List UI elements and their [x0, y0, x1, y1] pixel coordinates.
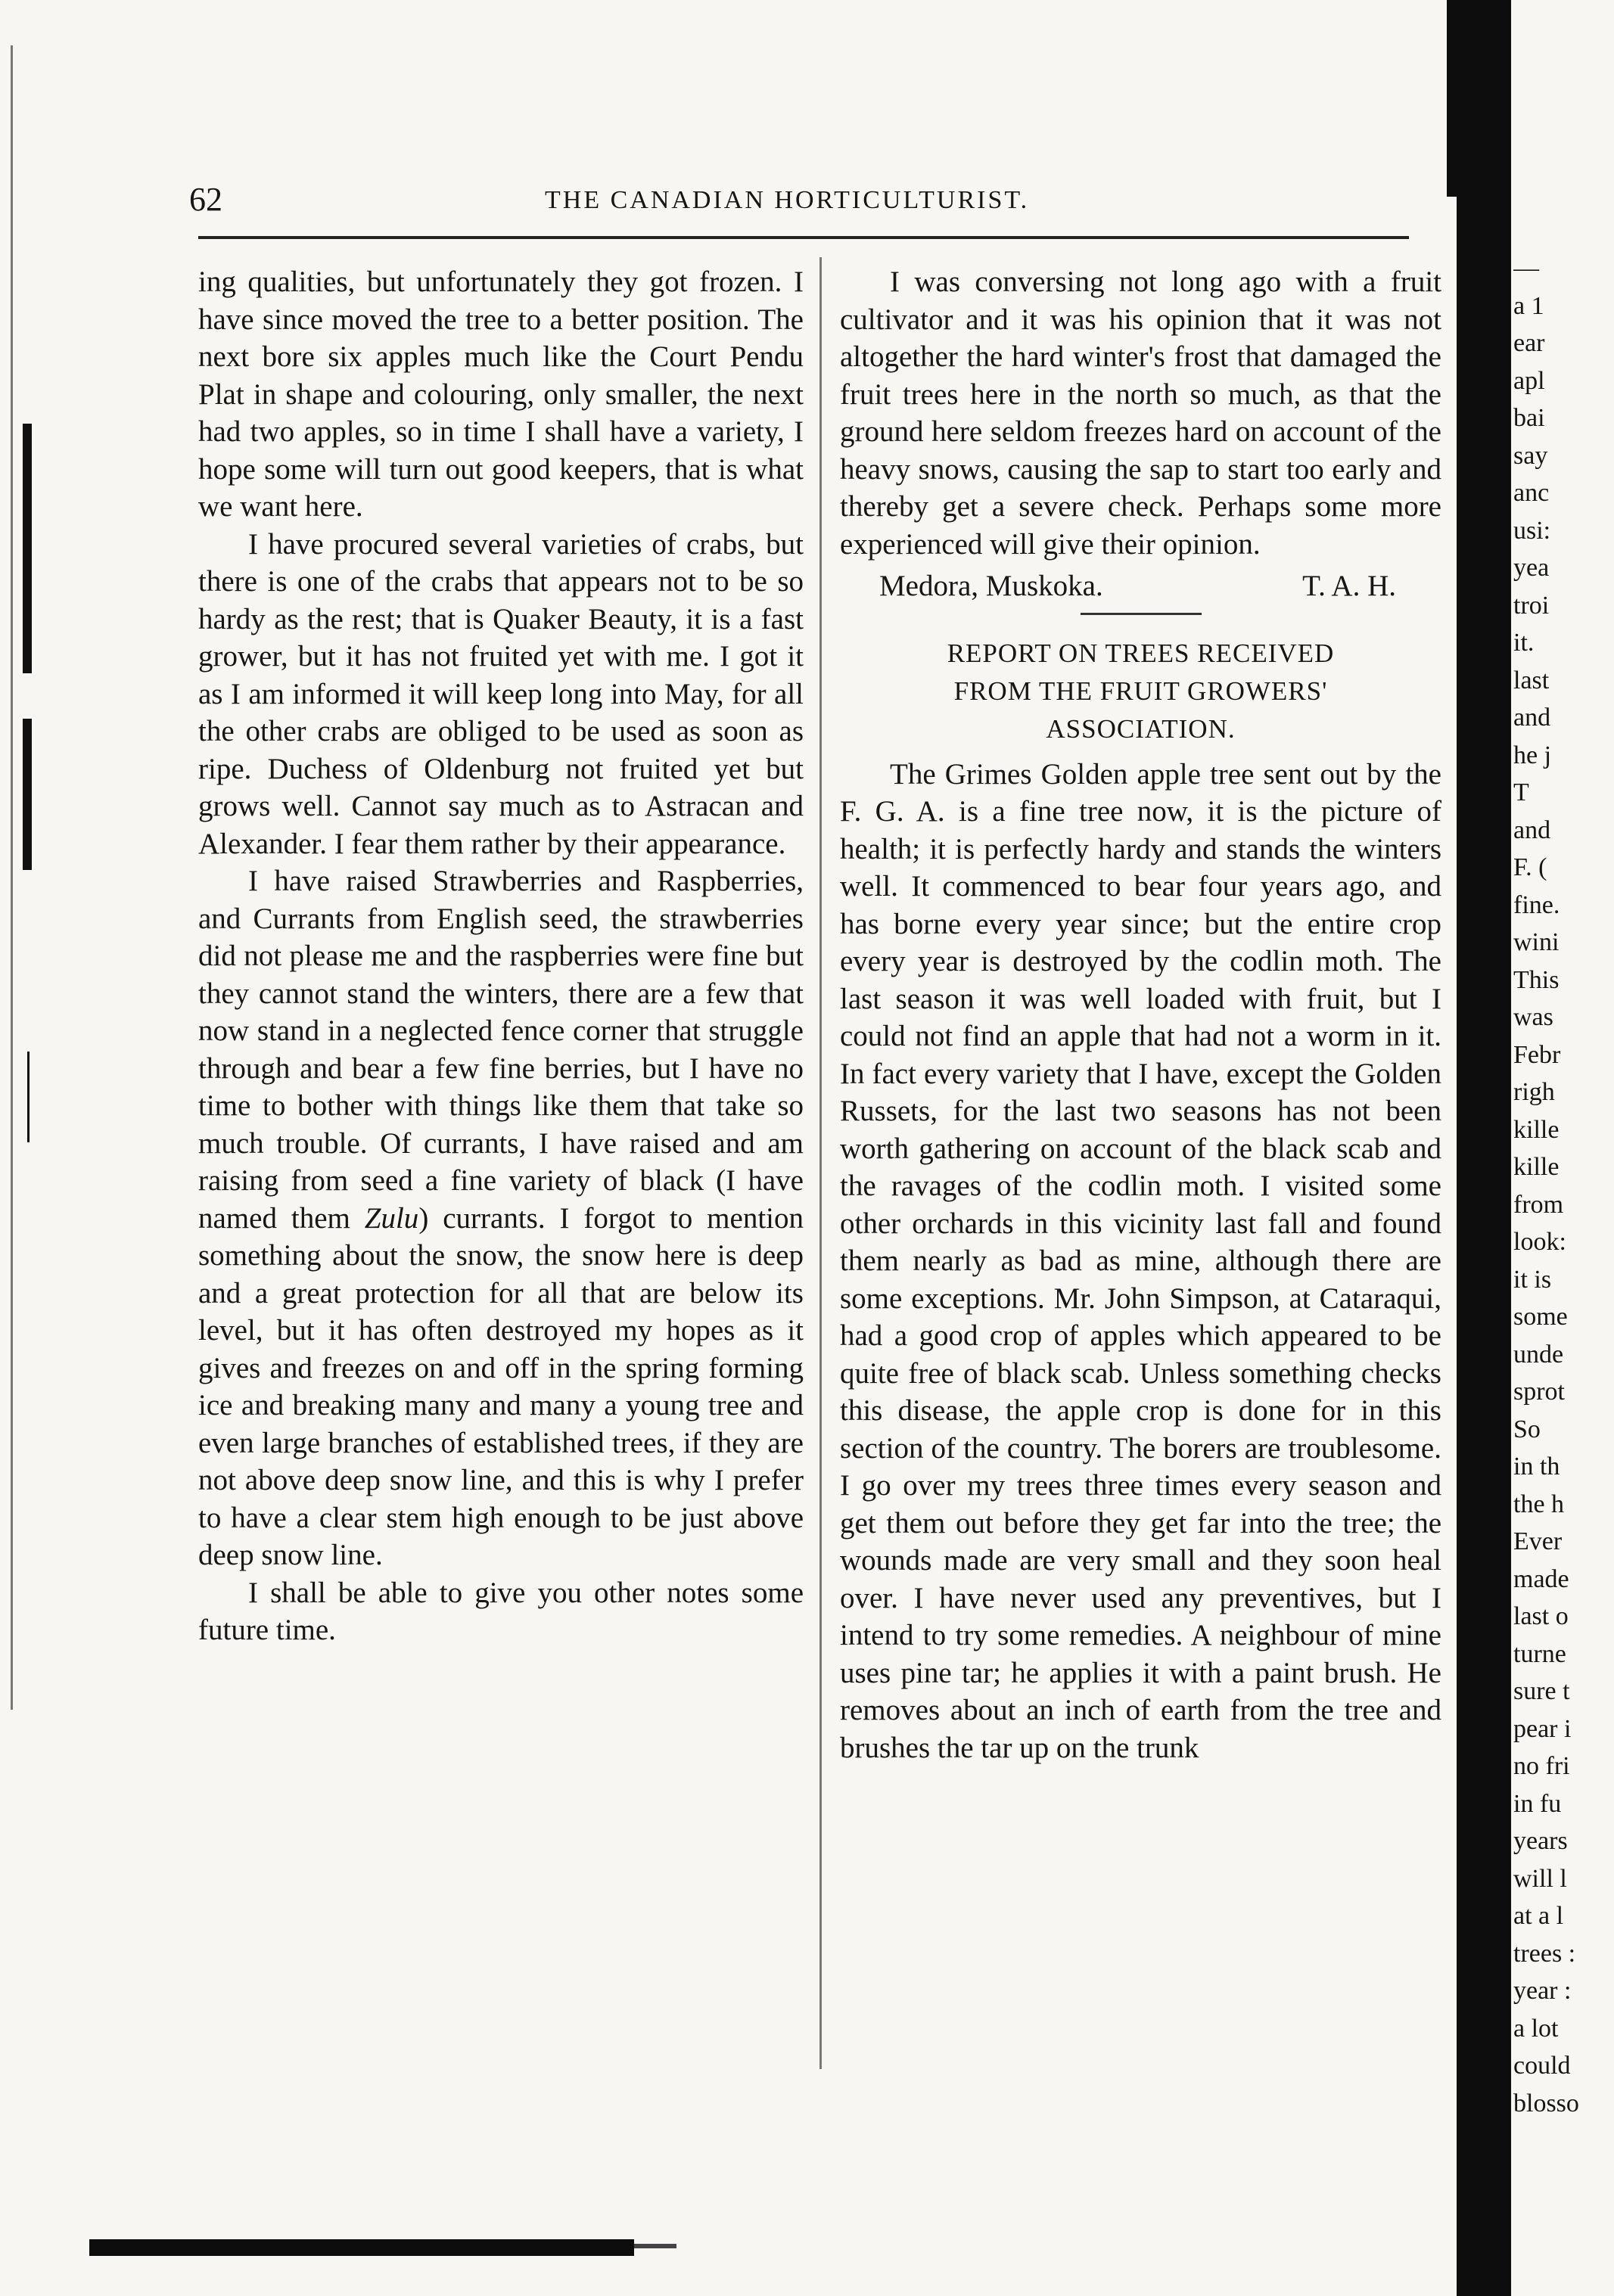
heading-line: REPORT ON TREES RECEIVED	[947, 638, 1335, 668]
paragraph: The Grimes Golden apple tree sent out by the F. G. A. is a fine tree now, it is the picture of health; it is perfectly hardy and stands the winters well. It commenced to bear four years ago, and has borne every year since; but the entire crop every year is destroyed by the codlin moth. The last season it was well loaded with fruit, but I could not find an apple that had not a worm in it. In fact every variety that I have, except the Golden Russets, for the last two seasons has not been worth gathering on account of the black scab and the ravages of the codlin moth. I visited some other orchards in this vicinity last fall and found them nearly as bad as mine, although there are some exceptions. Mr. John Simpson, at Cataraqui, had a good crop of apples which appeared to be quite free of black scab. Unless something checks this disease, the apple crop is done for in this section of the country. The borers are troublesome. I go over my trees three times every season and get them out before they get far into the tree; the wounds made are very small and they soon heal over. I have never used any preventives, but I intend to try some remedies. A neighbour of mine uses pine tar; he applies it with a paint brush. He removes about an inch of earth from the tree and brushes the tar up on the trunk	[840, 757, 1441, 1764]
fragment-line: year :	[1513, 1977, 1572, 2005]
margin-mark	[27, 1052, 30, 1142]
fragment-line: some	[1513, 1303, 1568, 1331]
right-column	[840, 263, 1441, 1766]
header-rule	[198, 236, 1409, 239]
fragment-line: could	[1513, 2052, 1571, 2080]
bottom-shadow	[634, 2244, 676, 2248]
paragraph	[198, 862, 804, 1574]
fragment-line: fine.	[1513, 890, 1560, 919]
fragment-line: from	[1513, 1190, 1564, 1219]
fragment-line: sure t	[1513, 1677, 1570, 1705]
paragraph: I was conversing not long ago with a fruit cultivator and it was his opinion that it was not altogether the hard winter's frost that damaged the fruit trees here in the north so much, as that the ground here seldom freezes hard on account of the heavy snows, causing the sap to start too early and thereby get a severe check. Perhaps some more experienced will give their opinion.	[840, 266, 1441, 561]
heading-line: ASSOCIATION.	[1046, 713, 1236, 744]
fragment-line: say	[1513, 441, 1548, 470]
fragment-line: at a l	[1513, 1902, 1564, 1930]
margin-mark	[23, 719, 32, 870]
fragment-line: pear i	[1513, 1714, 1572, 1743]
page-number: 62	[189, 181, 222, 218]
fragment-line: Ever	[1513, 1527, 1563, 1555]
fragment-line: in th	[1513, 1452, 1560, 1480]
fragment-line: bai	[1513, 404, 1545, 432]
bottom-shadow	[89, 2239, 634, 2256]
margin-line	[11, 45, 13, 1710]
fragment-line: the h	[1513, 1490, 1565, 1518]
fragment-line: anc	[1513, 479, 1550, 507]
fragment-line: kille	[1513, 1153, 1560, 1181]
margin-mark	[23, 424, 32, 673]
fragment-line: he j	[1513, 741, 1552, 769]
section-heading	[840, 635, 1441, 748]
fragment-line: T	[1513, 778, 1529, 806]
fragment-line: trees :	[1513, 1939, 1576, 1968]
fragment-line: kille	[1513, 1115, 1560, 1144]
fragment-line: last o	[1513, 1602, 1569, 1630]
fragment-line: unde	[1513, 1340, 1564, 1369]
fragment-line: and	[1513, 704, 1551, 732]
fragment-line: sprot	[1513, 1378, 1565, 1406]
signature-initials: T. A. H.	[1302, 570, 1396, 602]
section-rule	[1081, 613, 1202, 615]
paragraph-text: ) currants. I forgot to mention something about the snow, the snow here is deep and a great protection for all that are below its level, but it has often destroyed my hopes as it gives and freezes on and off in the spring forming ice and breaking many and many a young tree and even large branches of established trees, if they are not above deep snow line, and this is why I prefer to have a clear stem high enough to be just above deep snow line.	[198, 1201, 804, 1571]
fragment-line: righ	[1513, 1078, 1555, 1106]
fragment-line: it is	[1513, 1265, 1552, 1294]
paragraph: I have procured several varieties of crabs, but there is one of the crabs that appears not to be so hardy as the rest; that is Quaker Beauty, it is a fast grower, but it has not fruited yet with me. I got it as I am informed it will keep long into May, for all the other crabs are obliged to be used as soon as ripe. Duchess of Oldenburg not fruited yet but grows well. Cannot say much as to Astracan and Alexander. I fear them rather by their appearance.	[198, 527, 804, 860]
fragment-line: usi:	[1513, 516, 1551, 545]
fragment-line: ear	[1513, 329, 1545, 357]
fragment-line: apl	[1513, 366, 1545, 395]
fragment-line: turne	[1513, 1639, 1566, 1668]
fragment-line: a 1	[1513, 291, 1544, 320]
paragraph-text: I have raised Strawberries and Raspberries, and Currants from English seed, the strawberries did not please me and the raspberries were fine but they cannot stand the winters, there are a few that now stand in a neglected fence corner that struggle through and bear a few fine berries, but I have no time to bother with things like them that take so much trouble. Of currants, I have raised and am raising from seed a fine variety of black (I have named them	[198, 865, 804, 1235]
fragment-line: years	[1513, 1827, 1568, 1855]
closing-paragraph: I shall be able to give you other notes some future time.	[198, 1576, 804, 1646]
fragment-line: This	[1513, 965, 1560, 994]
fragment-line: last	[1513, 666, 1550, 694]
fragment-line: a lot	[1513, 2014, 1559, 2043]
page-header	[189, 180, 1415, 225]
fragment-line: look:	[1513, 1228, 1566, 1256]
fragment-line: F. (	[1513, 853, 1547, 881]
fragment-line: yea	[1513, 554, 1550, 582]
binding-shadow	[1457, 0, 1511, 2296]
fragment-line: and	[1513, 816, 1551, 844]
fragment-line: in fu	[1513, 1789, 1562, 1818]
fragment-line: —	[1513, 254, 1539, 282]
paragraph: ing qualities, but unfortunately they got frozen. I have since moved the tree to a better position. The next bore six apples much like the Court Pendu Plat in shape and colouring, only smaller, the next had two apples, so in time I shall have a variety, I hope some will turn out good keepers, that is what we want here.	[198, 266, 804, 523]
fragment-line: troi	[1513, 591, 1550, 620]
fragment-line: no fri	[1513, 1752, 1570, 1780]
left-column	[198, 263, 804, 1649]
heading-line: FROM THE FRUIT GROWERS'	[953, 676, 1328, 706]
fragment-line: blosso	[1513, 2089, 1579, 2117]
signature-place: Medora, Muskoka.	[879, 570, 1103, 602]
fragment-line: Febr	[1513, 1040, 1561, 1069]
signature	[840, 567, 1441, 605]
fragment-line: it.	[1513, 629, 1535, 657]
fragment-line: was	[1513, 1003, 1553, 1031]
running-title: THE CANADIAN HORTICULTURIST.	[545, 186, 1030, 214]
fragment-line: wini	[1513, 928, 1560, 956]
facing-page-fragment	[1513, 250, 1614, 2122]
fragment-line: will l	[1513, 1864, 1567, 1893]
fragment-line: made	[1513, 1564, 1569, 1593]
column-divider	[819, 257, 822, 2069]
italic-word: Zulu	[364, 1201, 419, 1235]
fragment-line: So	[1513, 1415, 1541, 1443]
